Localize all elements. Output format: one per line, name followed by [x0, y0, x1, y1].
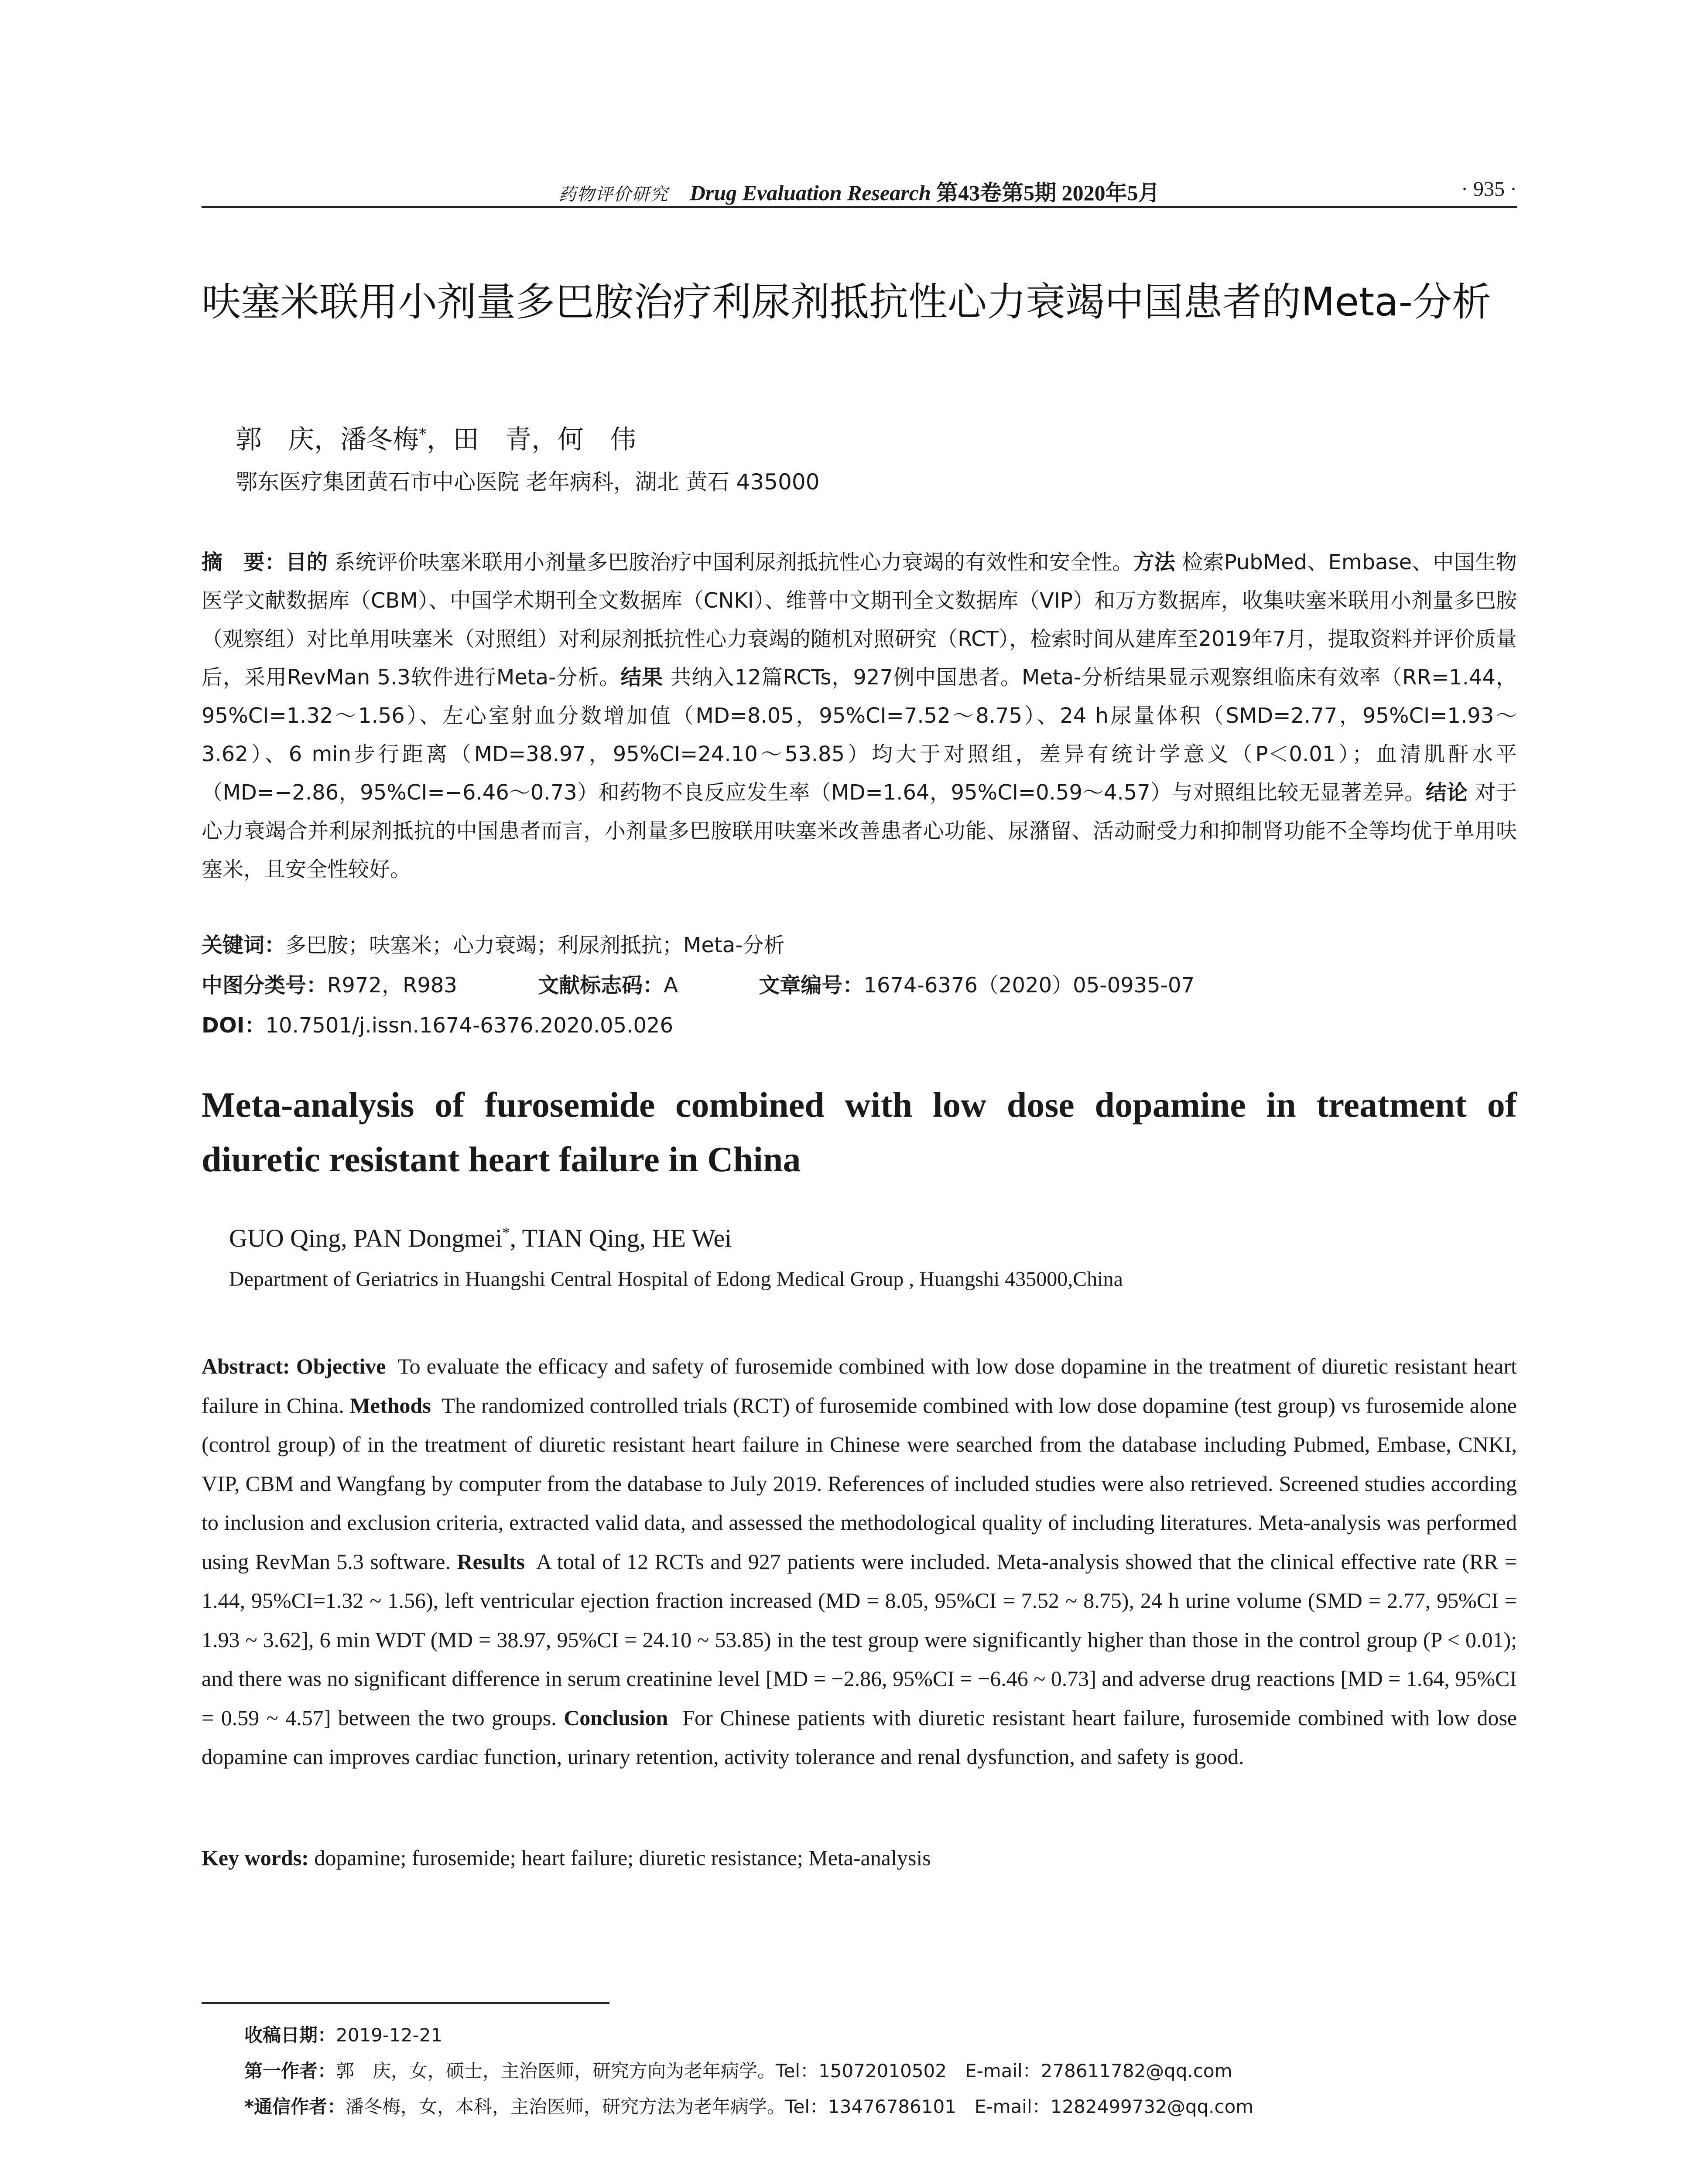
corresponding-value: 潘冬梅，女，本科，主治医师，研究方法为老年病学。Tel：13476786101 E-mail：1282499732@qq.com	[345, 2096, 1254, 2117]
chinese-affiliation: 鄂东医疗集团黄石市中心医院 老年病科，湖北 黄石 435000	[236, 469, 820, 495]
english-conclusion-label: Conclusion	[564, 1705, 668, 1730]
footnote-divider	[202, 2002, 609, 2004]
conclusion-label: 结论	[1425, 780, 1468, 805]
received-date-note	[244, 2017, 1253, 2053]
doc-code-value: A	[664, 973, 678, 998]
first-author-label: 第一作者：	[244, 2060, 336, 2082]
running-header	[202, 171, 1517, 208]
corresponding-mark: *	[419, 425, 427, 443]
journal-logo: 药物评价研究	[558, 185, 669, 205]
english-abstract	[202, 1347, 1517, 1777]
chinese-keywords	[202, 928, 785, 958]
first-author-note	[244, 2053, 1253, 2089]
results-text: 共纳入12篇RCTs，927例中国患者。Meta-分析结果显示观察组临床有效率（RR=1.44，95%CI=1.32～1.56）、左心室射血分数增加值（MD=8.05，95%CI=7.52～8.75）、24 h尿量体积（SMD=2.77，95%CI=1.93～3.62）、6 min步行距离（MD=38.97，95%CI=24.10～53.85）均大于对照组，差异有统计学意义（P＜0.01）；血清肌酐水平（MD=−2.86，95%CI=−6.46～0.73）和药物不良反应发生率（MD=1.64，95%CI=0.59～4.57）与对照组比较无显著差异。	[202, 665, 1517, 805]
doi-value: 10.7501/j.issn.1674-6376.2020.05.026	[265, 1013, 674, 1038]
chinese-authors-part-2: ，田 青，何 伟	[427, 424, 636, 455]
chinese-authors-part-1: 郭 庆，潘冬梅	[236, 424, 419, 455]
article-number-value: 1674-6376（2020）05-0935-07	[863, 973, 1195, 998]
corresponding-label: *通信作者：	[244, 2096, 346, 2117]
english-affiliation: Department of Geriatrics in Huangshi Central Hospital of Edong Medical Group , Huangshi 435000,China	[229, 1268, 1123, 1291]
first-author-value: 郭 庆，女，硕士，主治医师，研究方向为老年病学。Tel：15072010502 E-mail：278611782@qq.com	[336, 2060, 1232, 2082]
received-label: 收稿日期：	[244, 2024, 336, 2046]
english-methods-label: Methods	[349, 1393, 431, 1418]
running-header-center	[202, 175, 1517, 207]
chinese-authors	[236, 419, 636, 456]
english-keywords-label: Key words:	[202, 1846, 309, 1870]
footnotes	[244, 2017, 1253, 2125]
methods-text: 检索PubMed、Embase、中国生物医学文献数据库（CBM）、中国学术期刊全文数据库（CNKI）、维普中文期刊全文数据库（VIP）和万方数据库，收集呋塞米联用小剂量多巴胺（观察组）对比单用呋塞米（对照组）对利尿剂抵抗性心力衰竭的随机对照研究（RCT），检索时间从建库至2019年7月，提取资料并评价质量后，采用RevMan 5.3软件进行Meta-分析。	[202, 550, 1517, 690]
objective-text: 系统评价呋塞米联用小剂量多巴胺治疗中国利尿剂抵抗性心力衰竭的有效性和安全性。	[334, 550, 1133, 574]
english-keywords	[202, 1845, 931, 1870]
objective-label: 目的	[285, 550, 328, 574]
journal-name: Drug Evaluation Research	[689, 181, 931, 205]
methods-label: 方法	[1133, 550, 1175, 574]
received-value: 2019-12-21	[336, 2024, 443, 2046]
doc-code-label: 文献标志码：	[538, 973, 664, 998]
results-label: 结果	[620, 665, 664, 690]
chinese-title: 呋塞米联用小剂量多巴胺治疗利尿剂抵抗性心力衰竭中国患者的Meta-分析	[202, 279, 1491, 325]
clc-label: 中图分类号：	[202, 973, 328, 998]
english-authors-part-1: GUO Qing, PAN Dongmei	[229, 1224, 503, 1252]
page-number: · 935 ·	[1461, 178, 1517, 201]
english-objective-label: Objective	[296, 1354, 386, 1378]
keywords-label: 关键词：	[202, 933, 286, 957]
english-keywords-text: dopamine; furosemide; heart failure; diuretic resistance; Meta-analysis	[314, 1846, 931, 1870]
article-number-label: 文章编号：	[759, 973, 864, 998]
english-authors-part-2: , TIAN Qing, HE Wei	[510, 1224, 732, 1252]
english-methods-text: The randomized controlled trials (RCT) of furosemide combined with low dose dopamine (test group) vs furosemide alone (control group) of in the treatment of diuretic resistant heart failure in Chinese were searched from the database including Pubmed, Embase, CNKI, VIP, CBM and Wangfang by computer from the database to July 2019. References of included studies were also retrieved. Screened studies according to inclusion and exclusion criteria, extracted valid data, and assessed the methodological quality of including literatures. Meta-analysis was performed using RevMan 5.3 software.	[202, 1393, 1517, 1574]
english-corresponding-mark: *	[502, 1224, 510, 1241]
chinese-abstract	[202, 543, 1517, 889]
issue-info: 第43卷第5期 2020年5月	[936, 181, 1160, 205]
english-results-text: A total of 12 RCTs and 927 patients were included. Meta-analysis showed that the clinical effective rate (RR = 1.44, 95%CI=1.32 ~ 1.56), left ventricular ejection fraction increased (MD = 8.05, 95%CI = 7.52 ~ 8.75), 24 h urine volume (SMD = 2.77, 95%CI = 1.93 ~ 3.62], 6 min WDT (MD = 38.97, 95%CI = 24.10 ~ 53.85) in the test group were significantly higher than those in the control group (P < 0.01); and there was no significant difference in serum creatinine level [MD = −2.86, 95%CI = −6.46 ~ 0.73] and adverse drug reactions [MD = 1.64, 95%CI = 0.59 ~ 4.57] between the two groups.	[202, 1549, 1517, 1730]
conclusion-text: 对于心力衰竭合并利尿剂抵抗的中国患者而言，小剂量多巴胺联用呋塞米改善患者心功能、尿潴留、活动耐受力和抑制肾功能不全等均优于单用呋塞米，且安全性较好。	[202, 780, 1517, 882]
classification-line	[202, 968, 1195, 998]
english-conclusion-text: For Chinese patients with diuretic resistant heart failure, furosemide combined with low dose dopamine can improves cardiac function, urinary retention, activity tolerance and renal dysfunction, and safety is good.	[202, 1705, 1517, 1769]
english-objective-text: To evaluate the efficacy and safety of furosemide combined with low dose dopamine in the treatment of diuretic resistant heart failure in China.	[202, 1354, 1517, 1418]
corresponding-author-note	[244, 2089, 1253, 2125]
doi-label: DOI：	[202, 1013, 266, 1038]
keywords-text: 多巴胺；呋塞米；心力衰竭；利尿剂抵抗；Meta-分析	[285, 933, 785, 957]
abstract-label: 摘 要：	[202, 550, 286, 574]
english-authors	[229, 1224, 732, 1253]
english-results-label: Results	[457, 1549, 525, 1574]
doi-line	[202, 1008, 673, 1039]
clc-value: R972，R983	[327, 973, 457, 998]
english-title: Meta-analysis of furosemide combined with low dose dopamine in treatment of diuretic resistant heart failure in China	[202, 1085, 1517, 1179]
english-abstract-label: Abstract:	[202, 1354, 290, 1378]
